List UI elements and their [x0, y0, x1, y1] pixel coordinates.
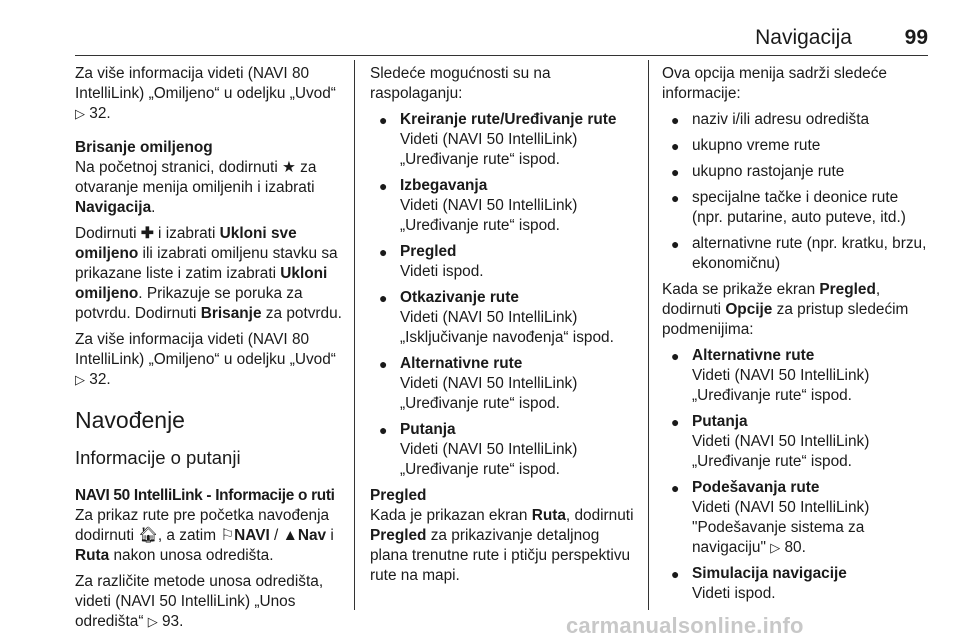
- section-title: Navigacija: [755, 26, 852, 49]
- paragraph: Za više informacija videti (NAVI 80 IntelliLink) „Omiljeno“ u odeljku „Uvod“ ▷ 32.: [75, 331, 336, 388]
- star-icon: ★: [282, 159, 296, 176]
- column-2: [370, 64, 638, 592]
- subheading-route-info: NAVI 50 IntelliLink - Informacije o ruti: [75, 487, 335, 504]
- paragraph: Kada se prikaže ekran Pregled, dodirnuti Opcije za pristup sledećim podmenijima:: [662, 281, 909, 338]
- list-item: ● specijalne tačke i deonice rute (npr. putarine, auto puteve, itd.): [671, 189, 906, 226]
- paragraph: Kada je prikazan ekran Ruta, dodirnuti Pregled za prikazivanje detaljnog plana trenutne rute i ptičju perspektivu rute na mapi.: [370, 507, 634, 584]
- bullet-icon: ●: [671, 566, 680, 582]
- list-item: ● Alternativne rute Videti (NAVI 50 IntelliLink) „Uređivanje rute“ ispod.: [379, 355, 578, 412]
- list-item: ● ukupno rastojanje rute: [671, 163, 845, 180]
- header-divider: [75, 55, 928, 56]
- column-divider: [648, 60, 649, 610]
- bullet-icon: ●: [671, 236, 680, 252]
- paragraph: Za više informacija videti (NAVI 80 IntelliLink) „Omiljeno“ u odeljku „Uvod“ ▷ 32.: [75, 65, 336, 122]
- list-item: ● Kreiranje rute/Uređivanje rute Videti (NAVI 50 IntelliLink) „Uređivanje rute“ ispod.: [379, 111, 617, 168]
- list-item: ● Pregled Videti ispod.: [379, 243, 484, 280]
- bullet-icon: ●: [671, 480, 680, 496]
- page-ref-arrow-icon: ▷: [75, 106, 85, 121]
- subheading-overview: Pregled: [370, 487, 427, 504]
- column-3: [662, 64, 930, 610]
- bullet-icon: ●: [379, 422, 388, 438]
- list-item: ● Alternativne rute Videti (NAVI 50 IntelliLink) „Uređivanje rute“ ispod.: [671, 347, 870, 404]
- bullet-icon: ●: [379, 244, 388, 260]
- bullet-icon: ●: [379, 290, 388, 306]
- submenu-list: [662, 346, 930, 604]
- list-item: ● Otkazivanje rute Videti (NAVI 50 IntelliLink) „Isključivanje navođenja“ ispod.: [379, 289, 614, 346]
- home-icon: 🏠︎: [138, 527, 158, 544]
- paragraph: Sledeće mogućnosti su na raspolaganju:: [370, 65, 551, 102]
- watermark: carmanualsonline.info: [566, 613, 804, 638]
- flag-icon: ⚐: [220, 527, 235, 544]
- bullet-icon: ●: [671, 348, 680, 364]
- paragraph: Za različite metode unosa odredišta, videti (NAVI 50 IntelliLink) „Unos odredišta“ ▷ 93.: [75, 573, 324, 630]
- bullet-icon: ●: [671, 112, 680, 128]
- bullet-icon: ●: [379, 112, 388, 128]
- bullet-icon: ●: [671, 164, 680, 180]
- list-item: ● Izbegavanja Videti (NAVI 50 IntelliLink) „Uređivanje rute“ ispod.: [379, 177, 578, 234]
- paragraph: Za prikaz rute pre početka navođenja dodirnuti 🏠︎, a zatim ⚐NAVI / ▲Nav i Ruta nakon unosa odredišta.: [75, 507, 334, 564]
- page-ref-arrow-icon: ▷: [770, 540, 781, 555]
- bullet-icon: ●: [671, 190, 680, 206]
- page-ref-arrow-icon: ▷: [75, 372, 85, 387]
- plus-icon: ✚: [140, 225, 154, 242]
- options-list: [370, 110, 638, 480]
- bullet-icon: ●: [379, 178, 388, 194]
- page-header: [75, 26, 928, 54]
- column-1: [75, 64, 343, 638]
- list-item: ● Putanja Videti (NAVI 50 IntelliLink) „Uređivanje rute“ ispod.: [671, 413, 870, 470]
- subheading-delete-favourite: Brisanje omiljenog: [75, 139, 213, 156]
- bullet-icon: ●: [671, 138, 680, 154]
- list-item: ● Putanja Videti (NAVI 50 IntelliLink) „Uređivanje rute“ ispod.: [379, 421, 578, 478]
- bullet-icon: ●: [671, 414, 680, 430]
- subsection-heading: Informacije o putanji: [75, 447, 241, 468]
- paragraph: Ova opcija menija sadrži sledeće informacije:: [662, 65, 887, 102]
- bullet-icon: ●: [379, 356, 388, 372]
- paragraph: Dodirnuti ✚ i izabrati Ukloni sve omiljeno ili izabrati omiljenu stavku sa prikazane liste i zatim izabrati Ukloni omiljeno. Prikazuje se poruka za potvrdu. Dodirnuti Brisanje za potvrdu.: [75, 225, 342, 322]
- list-item: ● Podešavanja rute Videti (NAVI 50 IntelliLink) "Podešavanje sistema za navigaciju" ▷ 80.: [671, 479, 870, 556]
- navigation-arrow-icon: ▲: [282, 527, 298, 544]
- list-item: ● ukupno vreme rute: [671, 137, 821, 154]
- list-item: ● naziv i/ili adresu odredišta: [671, 111, 870, 128]
- info-list: [662, 110, 930, 274]
- list-item: ● alternativne rute (npr. kratku, brzu, ekonomičnu): [671, 235, 927, 272]
- list-item: ● Simulacija navigacije Videti ispod.: [671, 565, 847, 602]
- column-divider: [354, 60, 355, 610]
- page-number: 99: [904, 26, 928, 49]
- page-ref-arrow-icon: ▷: [147, 614, 158, 629]
- section-heading: Navođenje: [75, 407, 185, 433]
- paragraph: Na početnoj stranici, dodirnuti ★ za otvaranje menija omiljenih i izabrati Navigacija.: [75, 159, 317, 216]
